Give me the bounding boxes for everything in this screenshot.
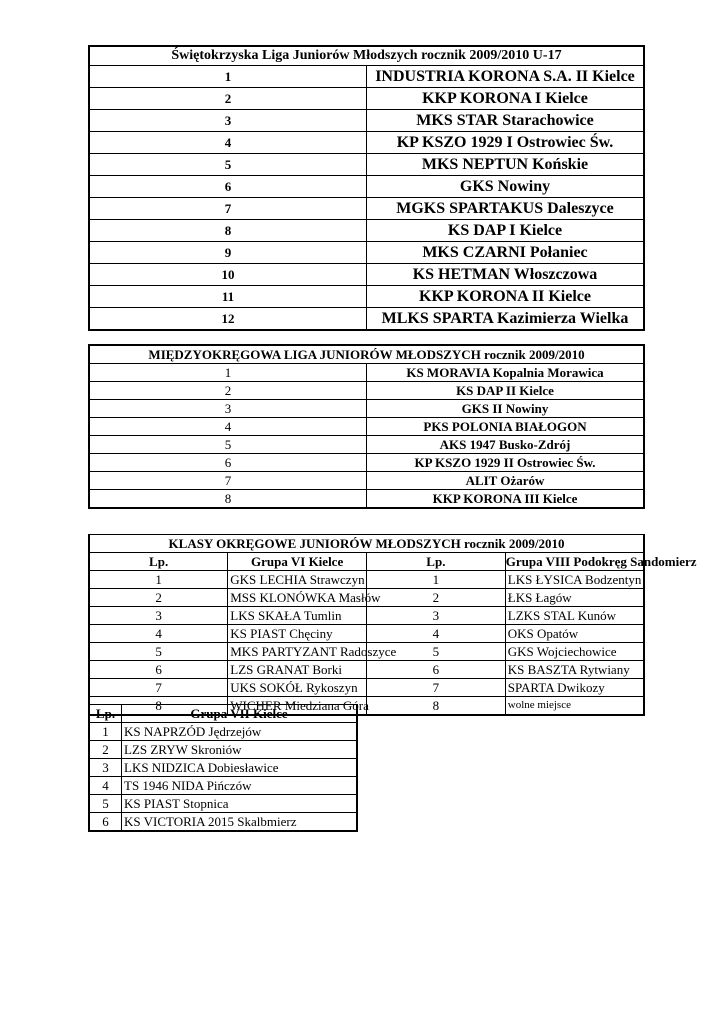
table-row: [89, 723, 357, 741]
group-vi-title: Grupa VI Kielce: [228, 553, 367, 571]
team-name: wolne miejsce: [505, 697, 644, 716]
table-row: [89, 436, 644, 454]
team-name: GKS II Nowiny: [367, 400, 645, 418]
group-vii-title: Grupa VII Kielce: [122, 705, 358, 723]
team-name: INDUSTRIA KORONA S.A. II Kielce: [367, 66, 645, 88]
team-number: 3: [89, 400, 367, 418]
table-row: [89, 264, 644, 286]
team-number: 4: [89, 625, 228, 643]
group-vii-table: [88, 704, 358, 832]
table-row: [89, 132, 644, 154]
table-row: [89, 154, 644, 176]
team-name: PKS POLONIA BIAŁOGON: [367, 418, 645, 436]
table-row: [89, 400, 644, 418]
team-name: LKS ŁYSICA Bodzentyn: [505, 571, 644, 589]
team-number: 5: [89, 154, 367, 176]
table-row: [89, 661, 644, 679]
team-number: 4: [89, 418, 367, 436]
team-name: OKS Opatów: [505, 625, 644, 643]
table-row: [89, 242, 644, 264]
team-name: MSS KLONÓWKA Masłów: [228, 589, 367, 607]
table-row: [89, 643, 644, 661]
team-number: 5: [89, 643, 228, 661]
team-name: KS DAP II Kielce: [367, 382, 645, 400]
table-row: [89, 679, 644, 697]
team-number: 1: [367, 571, 506, 589]
team-name: GKS Nowiny: [367, 176, 645, 198]
team-number: 6: [89, 661, 228, 679]
team-number: 4: [367, 625, 506, 643]
team-name: KS HETMAN Włoszczowa: [367, 264, 645, 286]
team-number: 4: [89, 777, 122, 795]
team-name: MKS PARTYZANT Radoszyce: [228, 643, 367, 661]
team-name: KP KSZO 1929 I Ostrowiec Św.: [367, 132, 645, 154]
liga-miedzyokregowa-table: [88, 344, 645, 509]
team-number: 7: [367, 679, 506, 697]
team-number: 2: [89, 88, 367, 110]
team-name: KKP KORONA I Kielce: [367, 88, 645, 110]
table-row: [89, 454, 644, 472]
team-number: 7: [89, 679, 228, 697]
team-number: 2: [89, 741, 122, 759]
team-name: KS PIAST Chęciny: [228, 625, 367, 643]
team-number: 1: [89, 66, 367, 88]
team-name: LZS ZRYW Skroniów: [122, 741, 358, 759]
table-row: [89, 813, 357, 832]
team-number: 2: [89, 589, 228, 607]
team-name: AKS 1947 Busko-Zdrój: [367, 436, 645, 454]
table-row: [89, 589, 644, 607]
team-name: UKS SOKÓŁ Rykoszyn: [228, 679, 367, 697]
team-number: 6: [89, 454, 367, 472]
team-number: 8: [89, 220, 367, 242]
table-row: [89, 571, 644, 589]
lp-header-viii: Lp.: [367, 553, 506, 571]
team-number: 6: [89, 813, 122, 832]
team-name: WICHER Miedziana Góra: [228, 697, 367, 716]
table-row: [89, 220, 644, 242]
team-name: KKP KORONA II Kielce: [367, 286, 645, 308]
team-name: SPARTA Dwikozy: [505, 679, 644, 697]
team-number: 3: [89, 607, 228, 625]
table-row: [89, 607, 644, 625]
team-number: 1: [89, 723, 122, 741]
table-row: [89, 176, 644, 198]
table-row: [89, 198, 644, 220]
team-number: 5: [89, 795, 122, 813]
team-name: MKS STAR Starachowice: [367, 110, 645, 132]
team-number: 9: [89, 242, 367, 264]
team-number: 3: [89, 759, 122, 777]
team-number: 8: [89, 697, 228, 716]
team-name: GKS LECHIA Strawczyn: [228, 571, 367, 589]
team-name: ALIT Ożarów: [367, 472, 645, 490]
team-name: LZS GRANAT Borki: [228, 661, 367, 679]
team-name: KKP KORONA III Kielce: [367, 490, 645, 509]
table-row: [89, 759, 357, 777]
table-row: [89, 66, 644, 88]
liga-u17-table: [88, 45, 645, 331]
table-row: [89, 490, 644, 509]
table-row: [89, 741, 357, 759]
team-number: 2: [89, 382, 367, 400]
team-number: 6: [89, 176, 367, 198]
team-name: KS VICTORIA 2015 Skalbmierz: [122, 813, 358, 832]
liga-u17-title: Świętokrzyska Liga Juniorów Młodszych rocznik 2009/2010 U-17: [89, 46, 644, 66]
table-row: [89, 625, 644, 643]
table-row: [89, 364, 644, 382]
team-name: LKS SKAŁA Tumlin: [228, 607, 367, 625]
team-name: KP KSZO 1929 II Ostrowiec Św.: [367, 454, 645, 472]
team-number: 2: [367, 589, 506, 607]
team-number: 1: [89, 364, 367, 382]
table-row: [89, 308, 644, 331]
team-number: 11: [89, 286, 367, 308]
team-number: 12: [89, 308, 367, 331]
team-name: MGKS SPARTAKUS Daleszyce: [367, 198, 645, 220]
team-name: KS PIAST Stopnica: [122, 795, 358, 813]
table-row: [89, 777, 357, 795]
team-name: KS NAPRZÓD Jędrzejów: [122, 723, 358, 741]
klasy-okregowe-table: [88, 534, 697, 716]
team-name: GKS Wojciechowice: [505, 643, 644, 661]
group-viii-title: Grupa VIII Podokręg Sandomierz: [505, 554, 697, 569]
team-number: 6: [367, 661, 506, 679]
team-number: 3: [367, 607, 506, 625]
table-row: [89, 795, 357, 813]
table-row: [89, 286, 644, 308]
team-number: 8: [89, 490, 367, 509]
team-name: KS MORAVIA Kopalnia Morawica: [367, 364, 645, 382]
team-name: LZKS STAL Kunów: [505, 607, 644, 625]
team-number: 5: [89, 436, 367, 454]
team-number: 1: [89, 571, 228, 589]
lp-header-vi: Lp.: [89, 553, 228, 571]
team-number: 10: [89, 264, 367, 286]
team-number: 5: [367, 643, 506, 661]
team-name: TS 1946 NIDA Pińczów: [122, 777, 358, 795]
table-row: [89, 110, 644, 132]
team-name: LKS NIDZICA Dobiesławice: [122, 759, 358, 777]
table-row: [89, 382, 644, 400]
team-name: KS BASZTA Rytwiany: [505, 661, 644, 679]
team-name: MKS CZARNI Połaniec: [367, 242, 645, 264]
team-number: 8: [367, 697, 506, 716]
team-number: 4: [89, 132, 367, 154]
klasy-okregowe-title: KLASY OKRĘGOWE JUNIORÓW MŁODSZYCH rocznik 2009/2010: [89, 535, 644, 553]
liga-miedzyokregowa-title: MIĘDZYOKRĘGOWA LIGA JUNIORÓW MŁODSZYCH rocznik 2009/2010: [89, 345, 644, 364]
team-name: KS DAP I Kielce: [367, 220, 645, 242]
team-number: 7: [89, 198, 367, 220]
lp-header-vii: Lp.: [89, 705, 122, 723]
team-name: ŁKS Łagów: [505, 589, 644, 607]
team-name: MLKS SPARTA Kazimierza Wielka: [367, 308, 645, 331]
team-number: 3: [89, 110, 367, 132]
team-number: 7: [89, 472, 367, 490]
table-row: [89, 88, 644, 110]
team-name: MKS NEPTUN Końskie: [367, 154, 645, 176]
table-row: [89, 418, 644, 436]
table-row: [89, 472, 644, 490]
